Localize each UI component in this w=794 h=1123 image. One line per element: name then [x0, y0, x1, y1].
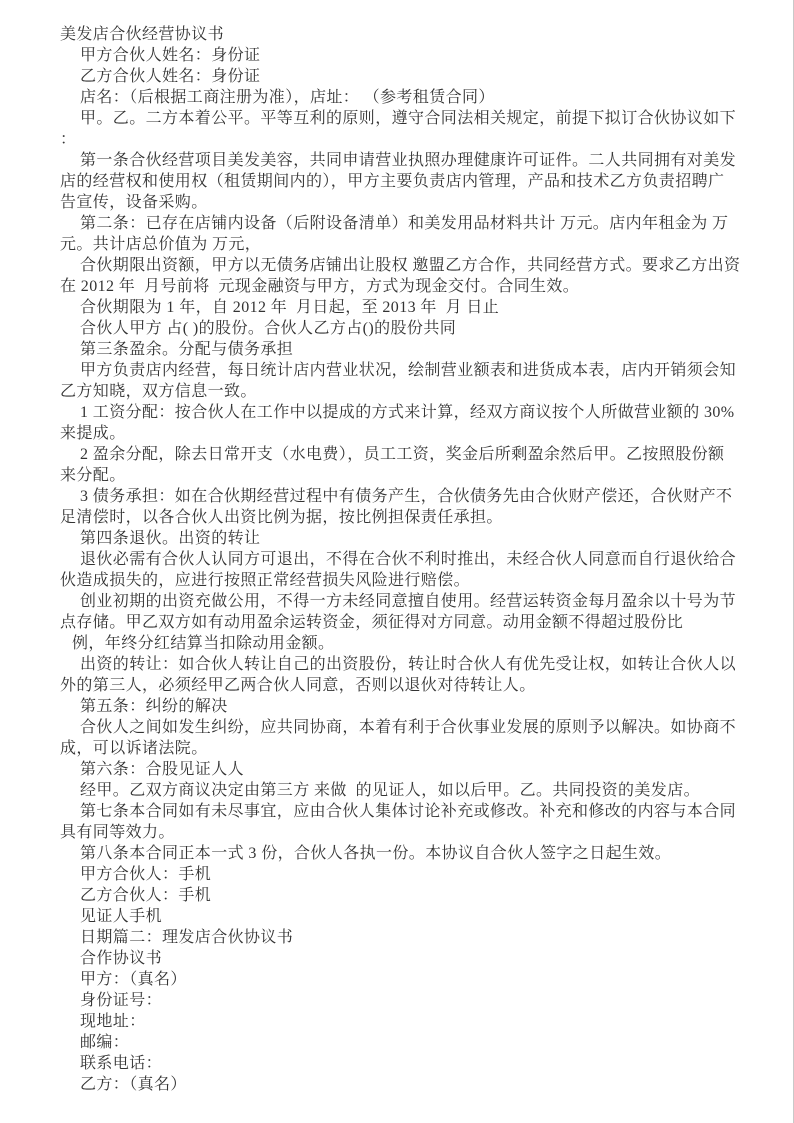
text-line: 外的第三人，必须经甲乙两合伙人同意，否则以退伙对待转让人。 [60, 677, 536, 694]
text-line: 2 盈余分配，除去日常开支（水电费），员工工资，奖金后所剩盈余然后甲。乙按照股份额 [80, 446, 725, 463]
text-line: 创业初期的出资充做公用，不得一方未经同意擅自使用。经营运转资金每月盈余以十号为节 [80, 593, 737, 610]
text-line: 出资的转让：如合伙人转让自己的出资股份，转让时合伙人有优先受让权，如转让合伙人以 [80, 656, 737, 673]
text-line: 见证人手机 [80, 908, 163, 925]
text-line: 第五条：纠纷的解决 [80, 698, 228, 715]
text-line: 乙方知晓，双方信息一致。 [60, 383, 257, 400]
text-line: 第八条本合同正本一式 3 份，合伙人各执一份。本协议自合伙人签字之日起生效。 [80, 845, 672, 862]
text-line: 合伙期限为 1 年，自 2012 年 月日起，至 2013 年 月 日止 [80, 299, 500, 316]
text-line: 合作协议书 [80, 950, 163, 967]
text-line: 第三条盈余。分配与债务承担 [80, 341, 294, 358]
text-line: 身份证号： [80, 992, 163, 1009]
text-line: 第一条合伙经营项目美发美容，共同申请营业执照办理健康许可证件。二人共同拥有对美发 [80, 152, 737, 169]
text-line: 成，可以诉诸法院。 [60, 740, 208, 757]
text-line: 联系电话： [80, 1055, 163, 1072]
text-line: 在 2012 年 月号前将 元现金融资与甲方，方式为现金交付。合同生效。 [60, 278, 580, 295]
text-line: 合伙人甲方 占( )的股份。合伙人乙方占()的股份共同 [80, 320, 457, 337]
text-line: 乙方合伙人姓名：身份证 [80, 68, 261, 85]
text-line: 退伙必需有合伙人认同方可退出，不得在合伙不利时推出，未经合伙人同意而自行退伙给合 [80, 551, 737, 568]
text-line: 告宣传，设备采购。 [60, 194, 208, 211]
document-page [60, 24, 750, 1095]
document-body [60, 45, 750, 1095]
text-line: 合伙期限出资额，甲方以无债务店铺出让股权 邀盟乙方合作，共同经营方式。要求乙方出资 [80, 257, 741, 274]
text-line: 现地址： [80, 1013, 146, 1030]
text-line: 店名：（后根据工商注册为准），店址： （参考租赁合同） [80, 89, 495, 106]
text-line: 甲方：（真名） [80, 971, 187, 988]
text-line: 甲。乙。二方本着公平。平等互利的原则，遵守合同法相关规定，前提下拟订合伙协议如下 [80, 110, 737, 127]
text-line: 店的经营权和使用权（租赁期间内的），甲方主要负责店内管理，产品和技术乙方负责招聘广 [60, 173, 725, 190]
text-line: 乙方合伙人：手机 [80, 887, 212, 904]
text-line: 第二条：已存在店铺内设备（后附设备清单）和美发用品材料共计 万元。店内年租金为 万 [80, 215, 729, 232]
text-line: 甲方合伙人姓名：身份证 [80, 47, 261, 64]
text-line: 例，年终分红结算当扣除动用金额。 [72, 635, 335, 652]
text-line: 来分配。 [60, 467, 126, 484]
text-line: 点存储。甲乙双方如有动用盈余运转资金，须征得对方同意。动用金额不得超过股份比 [60, 614, 684, 631]
text-line: 日期篇二：理发店合伙协议书 [80, 929, 294, 946]
text-line: 第六条：合股见证人人 [80, 761, 245, 778]
text-line: 1 工资分配：按合伙人在工作中以提成的方式来计算，经双方商议按个人所做营业额的 30% [80, 404, 735, 421]
text-line: 第四条退伙。出资的转让 [80, 530, 261, 547]
text-line: ： [60, 131, 77, 148]
text-line: 元。共计店总价值为 万元， [60, 236, 262, 253]
text-line: 邮编： [80, 1034, 130, 1051]
text-line: 具有同等效力。 [60, 824, 175, 841]
text-line: 3 债务承担：如在合伙期经营过程中有债务产生，合伙债务先由合伙财产偿还，合伙财产不 [80, 488, 733, 505]
text-line: 足清偿时，以各合伙人出资比例为据，按比例担保责任承担。 [60, 509, 503, 526]
text-line: 合伙人之间如发生纠纷，应共同协商，本着有利于合伙事业发展的原则予以解决。如协商不 [80, 719, 737, 736]
text-line: 来提成。 [60, 425, 126, 442]
document-title: 美发店合伙经营协议书 [60, 26, 225, 43]
text-line: 第七条本合同如有未尽事宜，应由合伙人集体讨论补充或修改。补充和修改的内容与本合同 [80, 803, 737, 820]
text-line: 甲方合伙人：手机 [80, 866, 212, 883]
text-line: 伙造成损失的，应进行按照正常经营损失风险进行赔偿。 [60, 572, 471, 589]
text-line: 经甲。乙双方商议决定由第三方 来做 的见证人，如以后甲。乙。共同投资的美发店。 [80, 782, 701, 799]
text-line: 乙方：（真名） [80, 1076, 187, 1093]
text-line: 甲方负责店内经营，每日统计店内营业状况，绘制营业额表和进货成本表，店内开销须会知 [80, 362, 737, 379]
